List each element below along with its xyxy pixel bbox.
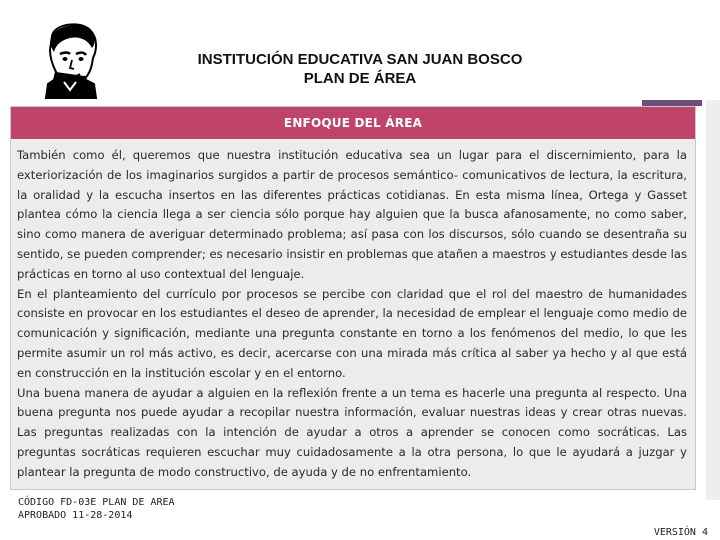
paragraph-3: Una buena manera de ayudar a alguien en la reflexión frente a un tema es hacerle una pregunta al respecto. Una buena pregunta nos puede ayudar a recopilar nuestra información, evaluar nuestras ideas y crear otras nuevas. Las preguntas realizadas con la intención de ayudar a otros a aprender se conocen como socráticas. Las preguntas socráticas requieren escuchar muy cuidadosamente a la otra persona, lo que le ayudará a juzgar y plantear la pregunta de modo constructivo, de ayuda y de no enfrentamiento.: [17, 385, 687, 479]
paragraph-2: En el planteamiento del currículo por procesos se percibe con claridad que el rol del maestro de humanidades consiste en provocar en los estudiantes el deseo de aprender, la necesidad de emplear el lenguaje como medio de comunicación y significación, mediante una pregunta constante en torno a los fenómenos del medio, lo que les permite asumir un rol más activo, es decir, acercarse con una mirada más crítica al saber ya hecho y al que está en construcción en la institución escolar y en el entorno.: [17, 286, 687, 380]
footer-code: CÓDIGO FD-03E PLAN DE AREA: [18, 497, 175, 508]
footer-approved: APROBADO 11-28-2014: [18, 510, 133, 521]
section-heading: ENFOQUE DEL ÁREA: [11, 107, 695, 139]
portrait-icon: [40, 18, 102, 100]
page-title: [120, 50, 600, 88]
paragraph-1: También como él, queremos que nuestra institución educativa sea un lugar para el discernimiento, para la exteriorización de los imaginarios surgidos a partir de procesos semántico- comunicativos de lectura, la escritura, la oralidad y la escucha insertos en las diferentes prácticas cotidianas. En esta misma línea, Ortega y Gasset plantea cómo la ciencia llega a ser ciencia sólo porque hay alguien que la busca afanosamente, no como saber, sino como manera de averiguar determinado problema; así pasa con los discursos, sólo cuando se desentraña su sentido, se pueden comprender; es necesario insistir en problemas que atañen a maestros y estudiantes desde las prácticas en torno al uso contextual del lenguaje.: [17, 148, 687, 281]
footer-version: VERSIÓN 4: [653, 527, 708, 538]
side-shade: [706, 100, 720, 500]
institution-name: INSTITUCIÓN EDUCATIVA SAN JUAN BOSCO: [197, 51, 523, 68]
document-subtitle: PLAN DE ÁREA: [303, 70, 417, 87]
content-panel: [10, 106, 696, 490]
document-code: [18, 496, 175, 522]
section-body: [11, 139, 695, 483]
